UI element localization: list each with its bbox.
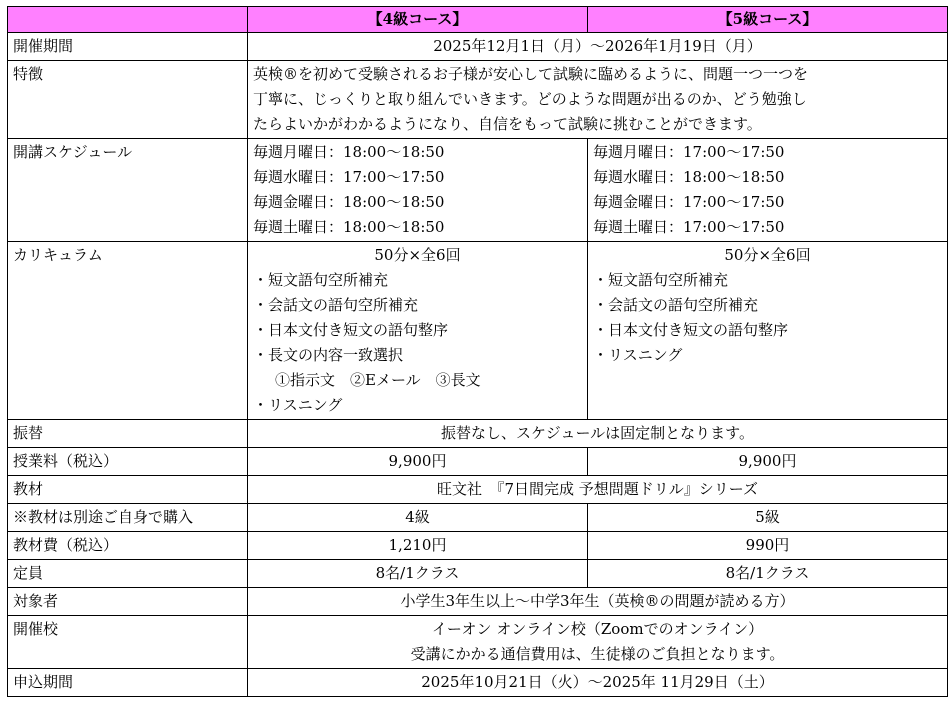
features-label: 特徴: [8, 61, 248, 139]
curriculum-item: ・会話文の語句空所補充: [593, 296, 759, 314]
school-value: [248, 616, 948, 669]
schedule-item: 毎週月曜日：17:00～17:50: [593, 143, 785, 161]
transfer-value: 振替なし、スケジュールは固定制となります。: [248, 420, 948, 448]
course4-curriculum: [248, 242, 588, 420]
course5-material-fee: 990円: [588, 532, 948, 560]
course4-tuition: 9,900円: [248, 448, 588, 476]
period-row: [8, 33, 948, 61]
course4-material-fee: 1,210円: [248, 532, 588, 560]
curriculum-summary: 50分×全6回: [724, 246, 811, 264]
course5-capacity: 8名/1クラス: [588, 560, 948, 588]
curriculum-item: ・会話文の語句空所補充: [253, 296, 419, 314]
curriculum-item: ・長文の内容一致選択: [253, 346, 404, 364]
course5-curriculum: [588, 242, 948, 420]
course4-material: 4級: [248, 504, 588, 532]
curriculum-item: ・日本文付き短文の語句整序: [593, 321, 789, 339]
materials-level-row: [8, 504, 948, 532]
target-label: 対象者: [8, 588, 248, 616]
application-label: 申込期間: [8, 669, 248, 697]
schedule-row: [8, 139, 948, 242]
header-row: [8, 7, 948, 33]
course5-tuition: 9,900円: [588, 448, 948, 476]
curriculum-summary: 50分×全6回: [374, 246, 461, 264]
course5-schedule: [588, 139, 948, 242]
features-row: [8, 61, 948, 139]
school-row: [8, 616, 948, 669]
application-row: [8, 669, 948, 697]
capacity-label: 定員: [8, 560, 248, 588]
course4-header: 【4級コース】: [248, 7, 588, 33]
materials-title: 旺文社 『7日間完成 予想問題ドリル』シリーズ: [248, 476, 948, 504]
curriculum-item: ・短文語句空所補充: [253, 271, 389, 289]
transfer-row: [8, 420, 948, 448]
capacity-row: [8, 560, 948, 588]
curriculum-item: ・日本文付き短文の語句整序: [253, 321, 449, 339]
header-blank-cell: [8, 7, 248, 33]
material-fee-label: 教材費（税込）: [8, 532, 248, 560]
schedule-item: 毎週金曜日：17:00～17:50: [593, 193, 785, 211]
course5-header: 【5級コース】: [588, 7, 948, 33]
curriculum-subitem: ①指示文 ②Eメール ③長文: [275, 371, 481, 389]
course4-capacity: 8名/1クラス: [248, 560, 588, 588]
materials-row: [8, 476, 948, 504]
school-note: 受講にかかる通信費用は、生徒様のご負担となります。: [410, 645, 785, 663]
application-value: 2025年10月21日（火）～2025年 11月29日（土）: [248, 669, 948, 697]
features-line: 丁寧に、じっくりと取り組んでいきます。どのような問題が出るのか、どう勉強し: [253, 90, 807, 108]
target-row: [8, 588, 948, 616]
features-text: [248, 61, 948, 139]
target-value: 小学生3年生以上～中学3年生（英検®の問題が読める方）: [248, 588, 948, 616]
course4-schedule: [248, 139, 588, 242]
period-label: 開催期間: [8, 33, 248, 61]
features-line: たらよいかがわかるようになり、自信をもって試験に挑むことができます。: [253, 115, 762, 133]
schedule-label: 開講スケジュール: [8, 139, 248, 242]
curriculum-item: ・短文語句空所補充: [593, 271, 729, 289]
schedule-item: 毎週月曜日：18:00～18:50: [253, 143, 445, 161]
curriculum-item: ・リスニング: [253, 396, 343, 414]
schedule-item: 毎週土曜日：18:00～18:50: [253, 218, 445, 236]
schedule-item: 毎週金曜日：18:00～18:50: [253, 193, 445, 211]
tuition-row: [8, 448, 948, 476]
transfer-label: 振替: [8, 420, 248, 448]
material-fee-row: [8, 532, 948, 560]
schedule-item: 毎週土曜日：17:00～17:50: [593, 218, 785, 236]
school-name: イーオン オンライン校（Zoomでのオンライン）: [431, 620, 764, 638]
schedule-item: 毎週水曜日：18:00～18:50: [593, 168, 785, 186]
curriculum-row: [8, 242, 948, 420]
curriculum-label: カリキュラム: [8, 242, 248, 420]
course-info-table: [7, 6, 948, 697]
tuition-label: 授業料（税込）: [8, 448, 248, 476]
schedule-item: 毎週水曜日：17:00～17:50: [253, 168, 445, 186]
materials-note: ※教材は別途ご自身で購入: [8, 504, 248, 532]
period-value: 2025年12月1日（月）～2026年1月19日（月）: [248, 33, 948, 61]
curriculum-item: ・リスニング: [593, 346, 683, 364]
course5-material: 5級: [588, 504, 948, 532]
school-label: 開催校: [8, 616, 248, 669]
materials-label: 教材: [8, 476, 248, 504]
features-line: 英検®を初めて受験されるお子様が安心して試験に臨めるように、問題一つ一つを: [253, 65, 809, 83]
